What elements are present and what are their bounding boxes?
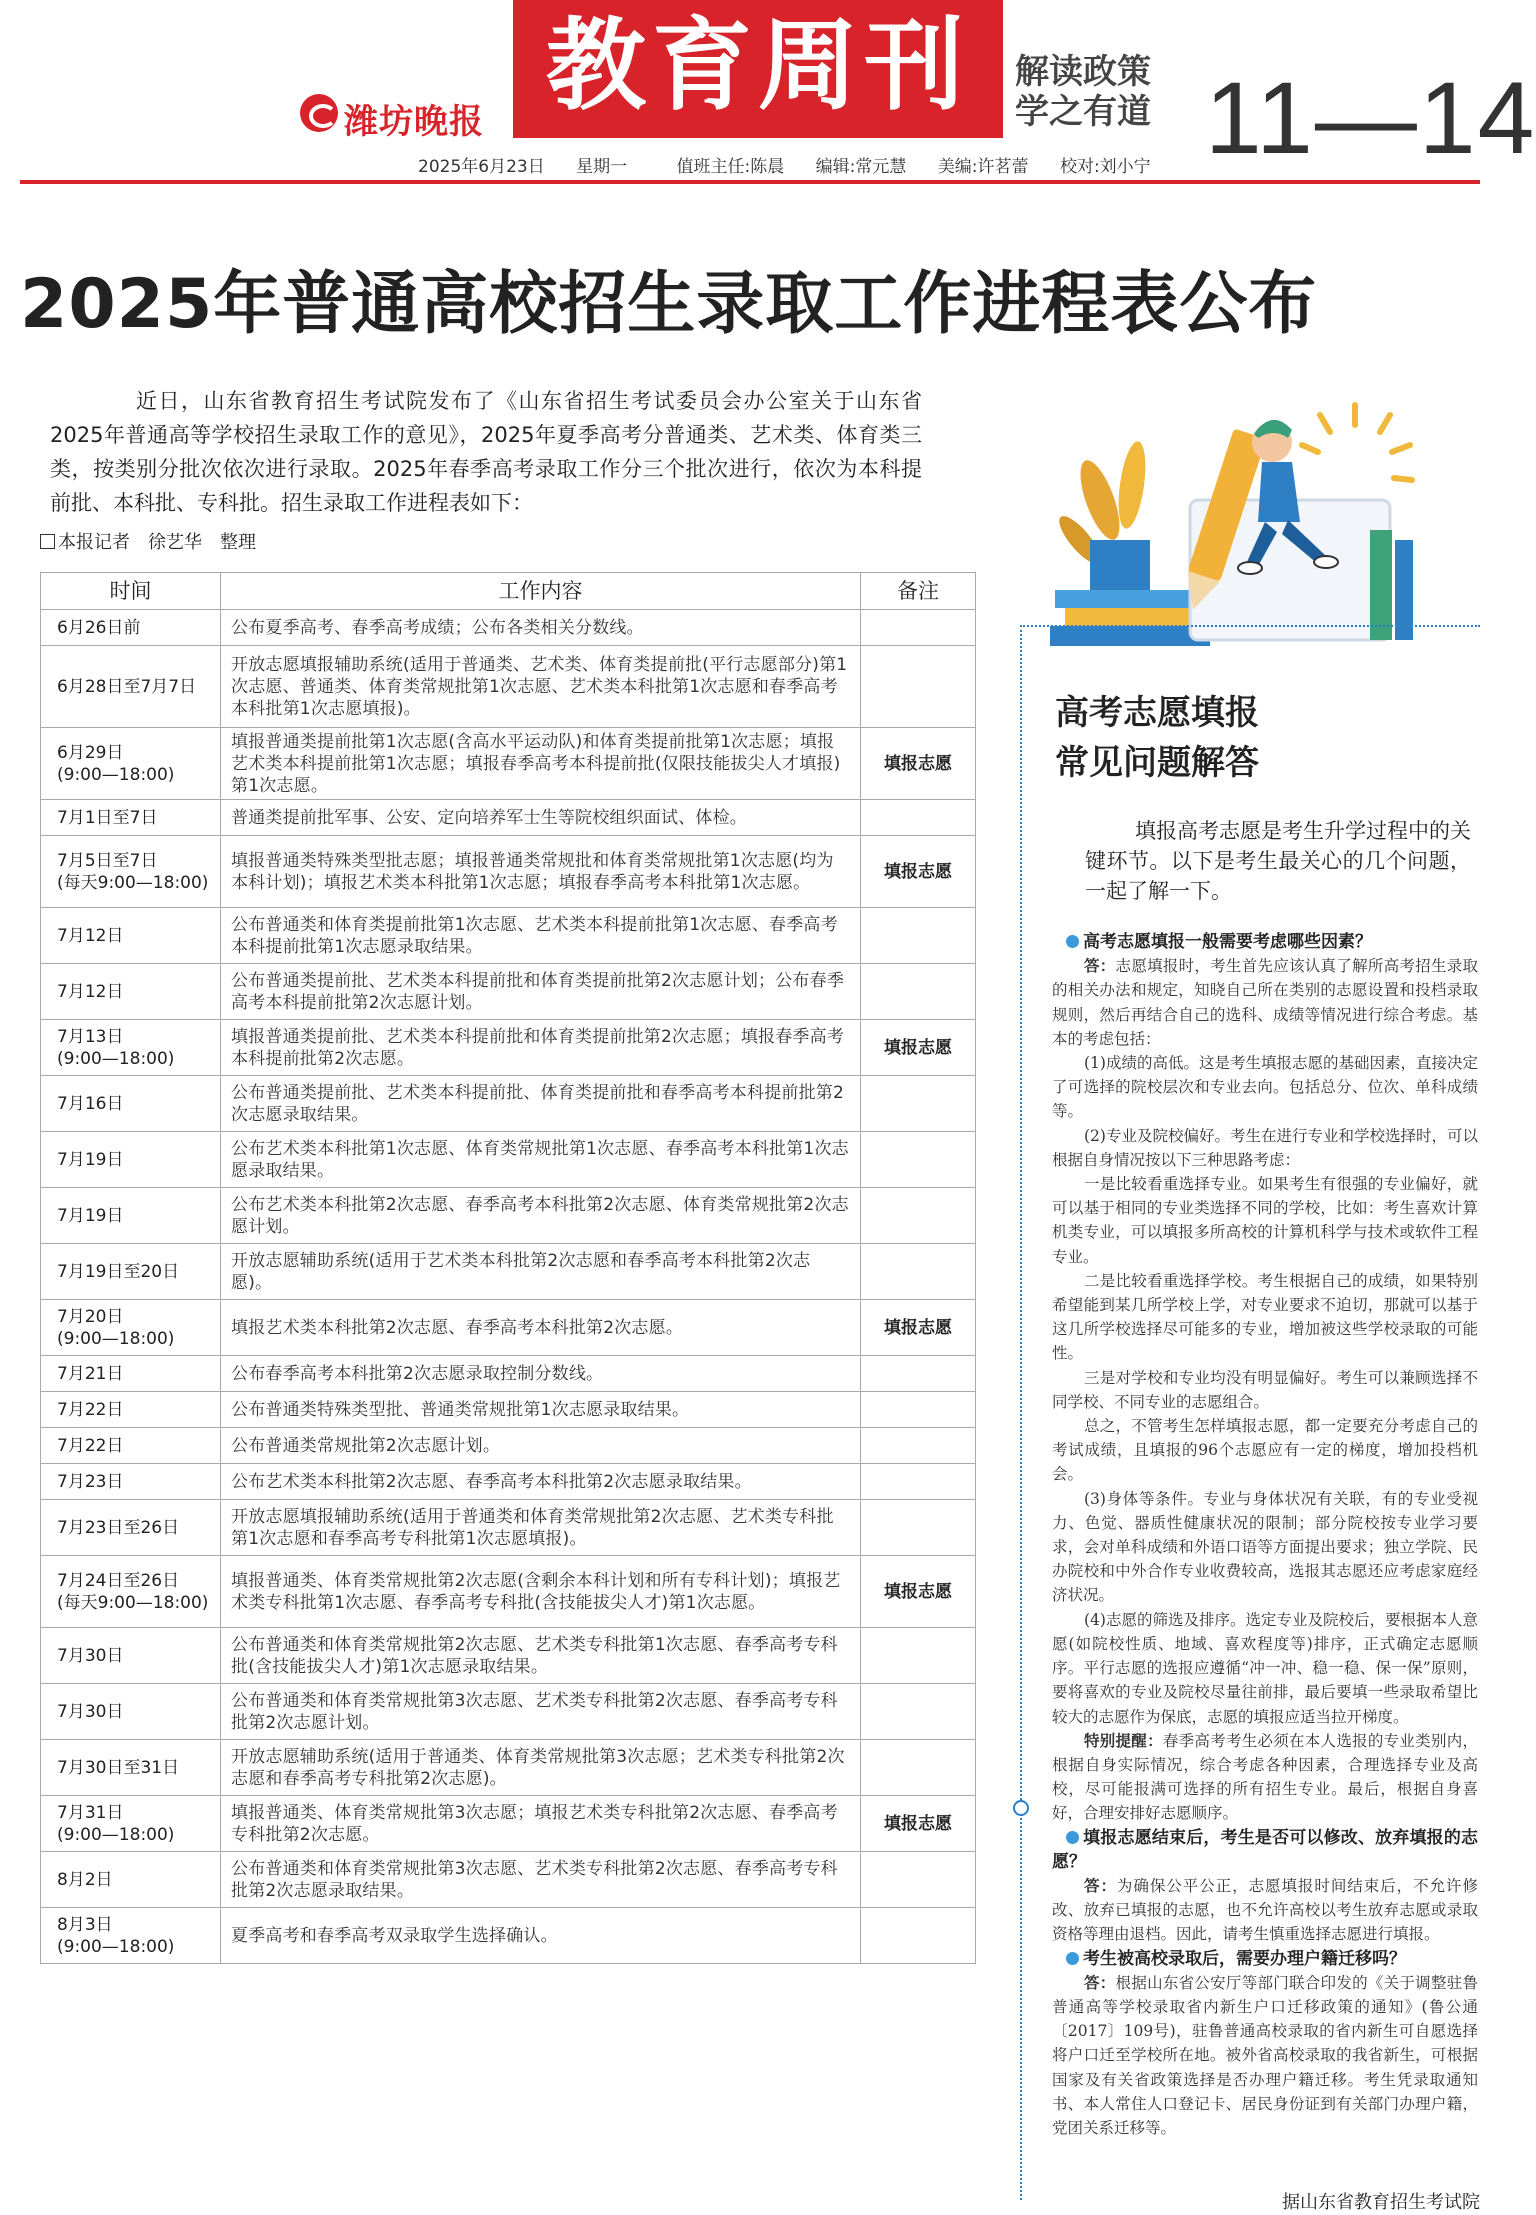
faq-answer-1-p5: 二是比较看重选择学校。考生根据自己的成绩，如果特别希望能到某几所学校上学，对专业要求不迫切，那就可以基于这几所学校选择尽可能多的专业，增加被这些学校录取的可能性。 — [1052, 1271, 1478, 1363]
slogan-line-2: 学之有道 — [1015, 92, 1151, 132]
table-row — [41, 1356, 976, 1392]
faq-answer-2-text: 为确保公平公正，志愿填报时间结束后，不允许修改、放弃已填报的志愿，也不允许高校以考生放弃志愿或录取资格等理由退档。因此，请考生慎重选择志愿进行填报。 — [1052, 1876, 1478, 1944]
faq-answer-1-p8: (3)身体等条件。专业与身体状况有关联，有的专业受视力、色觉、器质性健康状况的限制；部分院校按专业学习要求，会对单科成绩和外语口语等方面提出要求；独立学院、民办院校和中外合作专业收费较高，选报其志愿还应考虑家庭经济状况。 — [1052, 1489, 1478, 1605]
table-row — [41, 610, 976, 646]
table-row — [41, 1796, 976, 1852]
faq-question-2 — [1052, 1826, 1478, 1874]
section-title: 教育周刊 — [546, 6, 970, 124]
faq-intro: 填报高考志愿是考生升学过程中的关键环节。以下是考生最关心的几个问题，一起了解一下。 — [1085, 819, 1471, 903]
cell-time-date: 6月29日 — [57, 742, 124, 763]
cell-time — [41, 1556, 221, 1628]
cell-content: 公布普通类提前批、艺术类本科提前批、体育类提前批和春季高考本科提前批第2次志愿录取结果。 — [221, 1076, 861, 1132]
cell-time-date: 6月26日前 — [57, 617, 141, 638]
cell-time-hours: (每天9:00—18:00) — [57, 872, 209, 893]
cell-time — [41, 1852, 221, 1908]
cell-note — [861, 1244, 976, 1300]
masthead-rule — [20, 180, 1480, 184]
table-row — [41, 1300, 976, 1356]
faq-special-note-text: 春季高考考生必须在本人选报的专业类别内，根据自身实际情况，综合考虑各种因素，合理选择专业及高校，尽可能报满可选择的所有招生专业。最后，根据自身喜好，合理安排好志愿顺序。 — [1052, 1731, 1478, 1823]
faq-answer-3-text: 根据山东省公安厅等部门联合印发的《关于调整驻鲁普通高等学校录取省内新生户口迁移政策的通知》(鲁公通〔2017〕109号)，驻鲁普通高校录取的省内新生可自愿选择将户口迁至学校所在地。被外省高校录取的我省新生，可根据国家及有关省政策选择是否办理户籍迁移。考生凭录取通知书、本人常住人口登记卡、居民身份证到有关部门办理户籍，党团关系迁移等。 — [1052, 1973, 1478, 2137]
cell-time-date: 7月16日 — [57, 1093, 124, 1114]
cell-time-date: 7月23日至26日 — [57, 1517, 180, 1538]
plant-icon — [1053, 440, 1150, 590]
answer-label: 答： — [1084, 957, 1116, 976]
table-row — [41, 1628, 976, 1684]
cell-time-date: 7月13日 — [57, 1026, 124, 1047]
question-bullet-icon — [1066, 1831, 1079, 1844]
table-row — [41, 1020, 976, 1076]
cell-note — [861, 1076, 976, 1132]
lead-paragraph: 近日，山东省教育招生考试院发布了《山东省招生考试委员会办公室关于山东省2025年普通高等学校招生录取工作的意见》，2025年夏季高考分普通类、艺术类、体育类三类，按类别分批次依次进行录取。2025年春季高考录取工作分三个批次进行，依次为本科提前批、本科批、专科批。招生录取工作进程表如下： — [50, 389, 922, 515]
cell-time — [41, 1076, 221, 1132]
brand-logo — [300, 88, 510, 140]
faq-answer-1-p2: (1)成绩的高低。这是考生填报志愿的基础因素，直接决定了可选择的院校层次和专业去向。包括总分、位次、单科成绩等。 — [1052, 1054, 1478, 1121]
cell-content: 填报艺术类本科批第2次志愿、春季高考本科批第2次志愿。 — [221, 1300, 861, 1356]
table-row — [41, 1188, 976, 1244]
cell-note — [861, 1628, 976, 1684]
books-icon — [1050, 590, 1210, 646]
cell-note — [861, 1500, 976, 1556]
cell-note — [861, 1356, 976, 1392]
cell-note — [861, 1740, 976, 1796]
table-row — [41, 1428, 976, 1464]
faq-question-3 — [1052, 1947, 1478, 1971]
student-illustration — [1040, 390, 1480, 660]
cell-time — [41, 964, 221, 1020]
table-row — [41, 1556, 976, 1628]
cell-content: 开放志愿填报辅助系统(适用于普通类、艺术类、体育类提前批(平行志愿部分)第1次志愿、普通类、体育类常规批第1次志愿、艺术类本科批第1次志愿和春季高考本科批第1次志愿填报)。 — [221, 646, 861, 728]
schedule-table — [40, 572, 976, 1964]
divider-dot-icon — [1013, 1800, 1029, 1816]
faq-title-line-1: 高考志愿填报 — [1055, 693, 1259, 733]
table-row — [41, 964, 976, 1020]
table-header-row — [41, 573, 976, 610]
cell-note: 填报志愿 — [861, 1020, 976, 1076]
cell-content: 公布艺术类本科批第1次志愿、体育类常规批第1次志愿、春季高考本科批第1次志愿录取结果。 — [221, 1132, 861, 1188]
cell-content: 公布普通类和体育类提前批第1次志愿、艺术类本科提前批第1次志愿、春季高考本科提前批第1次志愿录取结果。 — [221, 908, 861, 964]
cell-time — [41, 1188, 221, 1244]
cell-time-date: 7月24日至26日 — [57, 1570, 180, 1591]
cell-time-date: 7月19日 — [57, 1205, 124, 1226]
cell-content: 填报普通类提前批第1次志愿(含高水平运动队)和体育类提前批第1次志愿；填报艺术类本科提前批第1次志愿；填报春季高考本科提前批(仅限技能拔尖人才填报)第1次志愿。 — [221, 728, 861, 800]
cell-time — [41, 1392, 221, 1428]
cell-time — [41, 1244, 221, 1300]
cell-note — [861, 1684, 976, 1740]
cell-time — [41, 800, 221, 836]
cell-time-date: 7月20日 — [57, 1306, 124, 1327]
faq-answer-1-p6: 三是对学校和专业均没有明显偏好。考生可以兼顾选择不同学校、不同专业的志愿组合。 — [1052, 1368, 1478, 1411]
cell-time-date: 7月12日 — [57, 925, 124, 946]
faq-answer-1-p4: 一是比较看重选择专业。如果考生有很强的专业偏好，就可以基于相同的专业类选择不同的学校，比如：考生喜欢计算机类专业，可以填报多所高校的计算机科学与技术或软件工程专业。 — [1052, 1175, 1478, 1266]
byline-box-icon — [40, 534, 55, 549]
table-row — [41, 1684, 976, 1740]
cell-time-hours: (9:00—18:00) — [57, 1936, 175, 1957]
section-title-box — [513, 0, 1003, 138]
cell-time-hours: (9:00—18:00) — [57, 1824, 175, 1845]
cell-time-date: 7月19日至20日 — [57, 1261, 180, 1282]
faq-question-1 — [1052, 930, 1478, 954]
cell-time-hours: (每天9:00—18:00) — [57, 1592, 209, 1613]
cell-time-date: 7月30日 — [57, 1701, 124, 1722]
cell-time-date: 8月3日 — [57, 1914, 113, 1935]
cell-time — [41, 1132, 221, 1188]
question-bullet-icon — [1066, 935, 1079, 948]
cell-time-date: 8月2日 — [57, 1869, 113, 1890]
cell-content: 公布艺术类本科批第2次志愿、春季高考本科批第2次志愿、体育类常规批第2次志愿计划。 — [221, 1188, 861, 1244]
slogan-line-1: 解读政策 — [1015, 52, 1151, 92]
cell-time-date: 7月22日 — [57, 1435, 124, 1456]
issue-date: 2025年6月23日 — [418, 157, 545, 177]
cell-time-date: 6月28日至7月7日 — [57, 676, 197, 697]
cell-time-date: 7月23日 — [57, 1471, 124, 1492]
table-row — [41, 1740, 976, 1796]
cell-note — [861, 1908, 976, 1964]
cell-time-hours: (9:00—18:00) — [57, 1048, 175, 1069]
faq-answer-1-p3: (2)专业及院校偏好。考生在进行专业和学校选择时，可以根据自身情况按以下三种思路考虑： — [1052, 1126, 1478, 1169]
table-row — [41, 1908, 976, 1964]
cell-content: 填报普通类、体育类常规批第3次志愿；填报艺术类专科批第2次志愿、春季高考专科批第2次志愿。 — [221, 1796, 861, 1852]
table-row — [41, 800, 976, 836]
source-credit: 据山东省教育招生考试院 — [1282, 2192, 1480, 2213]
cell-time — [41, 836, 221, 908]
table-row — [41, 1392, 976, 1428]
table-row — [41, 836, 976, 908]
cell-time — [41, 610, 221, 646]
cell-time-date: 7月31日 — [57, 1802, 124, 1823]
cell-time — [41, 908, 221, 964]
cell-note — [861, 646, 976, 728]
cell-time-hours: (9:00—18:00) — [57, 764, 175, 785]
slogan — [1015, 52, 1185, 132]
cell-content: 公布普通类和体育类常规批第3次志愿、艺术类专科批第2次志愿、春季高考专科批第2次志愿计划。 — [221, 1684, 861, 1740]
art-editor: 美编:许茗蕾 — [937, 157, 1029, 177]
cell-note: 填报志愿 — [861, 1556, 976, 1628]
cell-time-date: 7月30日至31日 — [57, 1757, 180, 1778]
header-content: 工作内容 — [221, 573, 861, 610]
faq-question-2-text: 填报志愿结束后，考生是否可以修改、放弃填报的志愿？ — [1052, 1827, 1478, 1872]
faq-answer-2 — [1052, 1874, 1478, 1947]
table-row — [41, 1244, 976, 1300]
cell-time — [41, 728, 221, 800]
cell-time-hours: (9:00—18:00) — [57, 1328, 175, 1349]
cell-content: 公布普通类和体育类常规批第3次志愿、艺术类专科批第2次志愿、春季高考专科批第2次志愿录取结果。 — [221, 1852, 861, 1908]
duty-editor: 值班主任:陈晨 — [676, 157, 785, 177]
cell-content: 公布普通类特殊类型批、普通类常规批第1次志愿录取结果。 — [221, 1392, 861, 1428]
column-divider-top — [1020, 625, 1480, 627]
cell-note: 填报志愿 — [861, 728, 976, 800]
cell-content: 夏季高考和春季高考双录取学生选择确认。 — [221, 1908, 861, 1964]
table-row — [41, 646, 976, 728]
table-row — [41, 1852, 976, 1908]
cell-note — [861, 908, 976, 964]
answer-label: 答： — [1084, 1973, 1116, 1992]
cell-content: 公布春季高考本科批第2次志愿录取控制分数线。 — [221, 1356, 861, 1392]
faq-answer-1-p1 — [1052, 954, 1478, 1051]
table-body — [41, 610, 976, 1964]
cell-note: 填报志愿 — [861, 836, 976, 908]
headline: 2025年普通高校招生录取工作进程表公布 — [20, 265, 1318, 344]
table-row — [41, 728, 976, 800]
faq-answer-3 — [1052, 1971, 1478, 2140]
cell-time — [41, 1740, 221, 1796]
header-note: 备注 — [861, 573, 976, 610]
cell-note — [861, 964, 976, 1020]
cell-note: 填报志愿 — [861, 1300, 976, 1356]
cell-note: 填报志愿 — [861, 1796, 976, 1852]
faq-answer-1-p7: 总之，不管考生怎样填报志愿，都一定要充分考虑自己的考试成绩，且填报的96个志愿应有一定的梯度，增加投档机会。 — [1052, 1417, 1478, 1484]
cell-time — [41, 1908, 221, 1964]
cell-time — [41, 1628, 221, 1684]
byline — [40, 528, 440, 554]
cell-time-date: 7月1日至7日 — [57, 807, 158, 828]
cell-time — [41, 1356, 221, 1392]
cell-note — [861, 1132, 976, 1188]
faq-question-3-text: 考生被高校录取后，需要办理户籍迁移吗？ — [1083, 1948, 1406, 1969]
cell-time — [41, 1464, 221, 1500]
sun-rays-icon — [1302, 405, 1412, 480]
cell-time — [41, 1684, 221, 1740]
faq-answer-1-p1-text: 志愿填报时，考生首先应该认真了解所高考招生录取的相关办法和规定，知晓自己所在类别的志愿设置和投档录取规则，然后再结合自己的选科、成绩等情况进行综合考虑。基本的考虑包括： — [1052, 957, 1478, 1048]
cell-time-date: 7月5日至7日 — [57, 850, 158, 871]
cell-content: 开放志愿辅助系统(适用于艺术类本科批第2次志愿和春季高考本科批第2次志愿)。 — [221, 1244, 861, 1300]
cell-time-date: 7月21日 — [57, 1363, 124, 1384]
cell-content: 公布普通类提前批、艺术类本科提前批和体育类提前批第2次志愿计划；公布春季高考本科提前批第2次志愿计划。 — [221, 964, 861, 1020]
brand-name: 潍坊晚报 — [344, 102, 484, 142]
answer-label: 答： — [1084, 1876, 1117, 1895]
cell-content: 公布普通类和体育类常规批第2次志愿、艺术类专科批第1次志愿、春季高考专科批(含技能拔尖人才)第1次志愿录取结果。 — [221, 1628, 861, 1684]
brand-logo-icon — [300, 94, 338, 132]
cell-content: 填报普通类、体育类常规批第2次志愿(含剩余本科计划和所有专科计划)；填报艺术类专科批第1次志愿、春季高考专科批(含技能拔尖人才)第1次志愿。 — [221, 1556, 861, 1628]
table-row — [41, 1076, 976, 1132]
proofreader: 校对:刘小宁 — [1059, 157, 1151, 177]
special-note-label: 特别提醒： — [1084, 1731, 1163, 1750]
column-divider — [1020, 625, 1022, 2200]
faq-question-1-text: 高考志愿填报一般需要考虑哪些因素？ — [1083, 932, 1372, 952]
cell-content: 填报普通类提前批、艺术类本科提前批和体育类提前批第2次志愿；填报春季高考本科提前批第2次志愿。 — [221, 1020, 861, 1076]
editor: 编辑:常元慧 — [815, 157, 907, 177]
cell-note — [861, 1188, 976, 1244]
page-range: 11—14 — [1205, 61, 1536, 175]
cell-time-date: 7月30日 — [57, 1645, 124, 1666]
byline-text: 本报记者 徐艺华 整理 — [58, 532, 256, 553]
cell-note — [861, 610, 976, 646]
header-time: 时间 — [41, 573, 221, 610]
faq-title — [1055, 688, 1455, 788]
cell-note — [861, 1464, 976, 1500]
cell-content: 开放志愿辅助系统(适用于普通类、体育类常规批第3次志愿；艺术类专科批第2次志愿和春季高考专科批第2次志愿)。 — [221, 1740, 861, 1796]
cell-content: 公布夏季高考、春季高考成绩；公布各类相关分数线。 — [221, 610, 861, 646]
cell-time — [41, 1300, 221, 1356]
cell-content: 填报普通类特殊类型批志愿；填报普通类常规批和体育类常规批第1次志愿(均为本科计划)；填报艺术类本科批第1次志愿；填报春季高考本科批第1次志愿。 — [221, 836, 861, 908]
faq-answer-1-p9: (4)志愿的筛选及排序。选定专业及院校后，要根据本人意愿(如院校性质、地域、喜欢程度等)排序，正式确定志愿顺序。平行志愿的选报应遵循“冲一冲、稳一稳、保一保”原则，要将喜欢的专业及院校尽量往前排，最后要填一些录取希望比较大的志愿作为保底，志愿的填报应适当拉开梯度。 — [1052, 1610, 1478, 1726]
faq-body — [1052, 930, 1478, 2140]
table-row — [41, 1132, 976, 1188]
cell-note — [861, 800, 976, 836]
table-row — [41, 1500, 976, 1556]
table-row — [41, 1464, 976, 1500]
cell-time — [41, 1796, 221, 1852]
cell-time-date: 7月19日 — [57, 1149, 124, 1170]
cell-time-date: 7月22日 — [57, 1399, 124, 1420]
cell-time — [41, 1500, 221, 1556]
faq-special-note — [1052, 1729, 1478, 1826]
issue-weekday: 星期一 — [576, 157, 628, 177]
cell-time — [41, 1020, 221, 1076]
issue-meta — [418, 152, 1218, 177]
table-row — [41, 908, 976, 964]
cell-note — [861, 1392, 976, 1428]
cell-time-date: 7月12日 — [57, 981, 124, 1002]
cell-content: 公布普通类常规批第2次志愿计划。 — [221, 1428, 861, 1464]
faq-title-line-2: 常见问题解答 — [1055, 743, 1259, 783]
cell-content: 公布艺术类本科批第2次志愿、春季高考本科批第2次志愿录取结果。 — [221, 1464, 861, 1500]
cell-note — [861, 1852, 976, 1908]
cell-content: 开放志愿填报辅助系统(适用于普通类和体育类常规批第2次志愿、艺术类专科批第1次志愿和春季高考专科批第1次志愿填报)。 — [221, 1500, 861, 1556]
cell-note — [861, 1428, 976, 1464]
cell-time — [41, 646, 221, 728]
cell-content: 普通类提前批军事、公安、定向培养军士生等院校组织面试、体检。 — [221, 800, 861, 836]
cell-time — [41, 1428, 221, 1464]
question-bullet-icon — [1066, 1952, 1079, 1965]
